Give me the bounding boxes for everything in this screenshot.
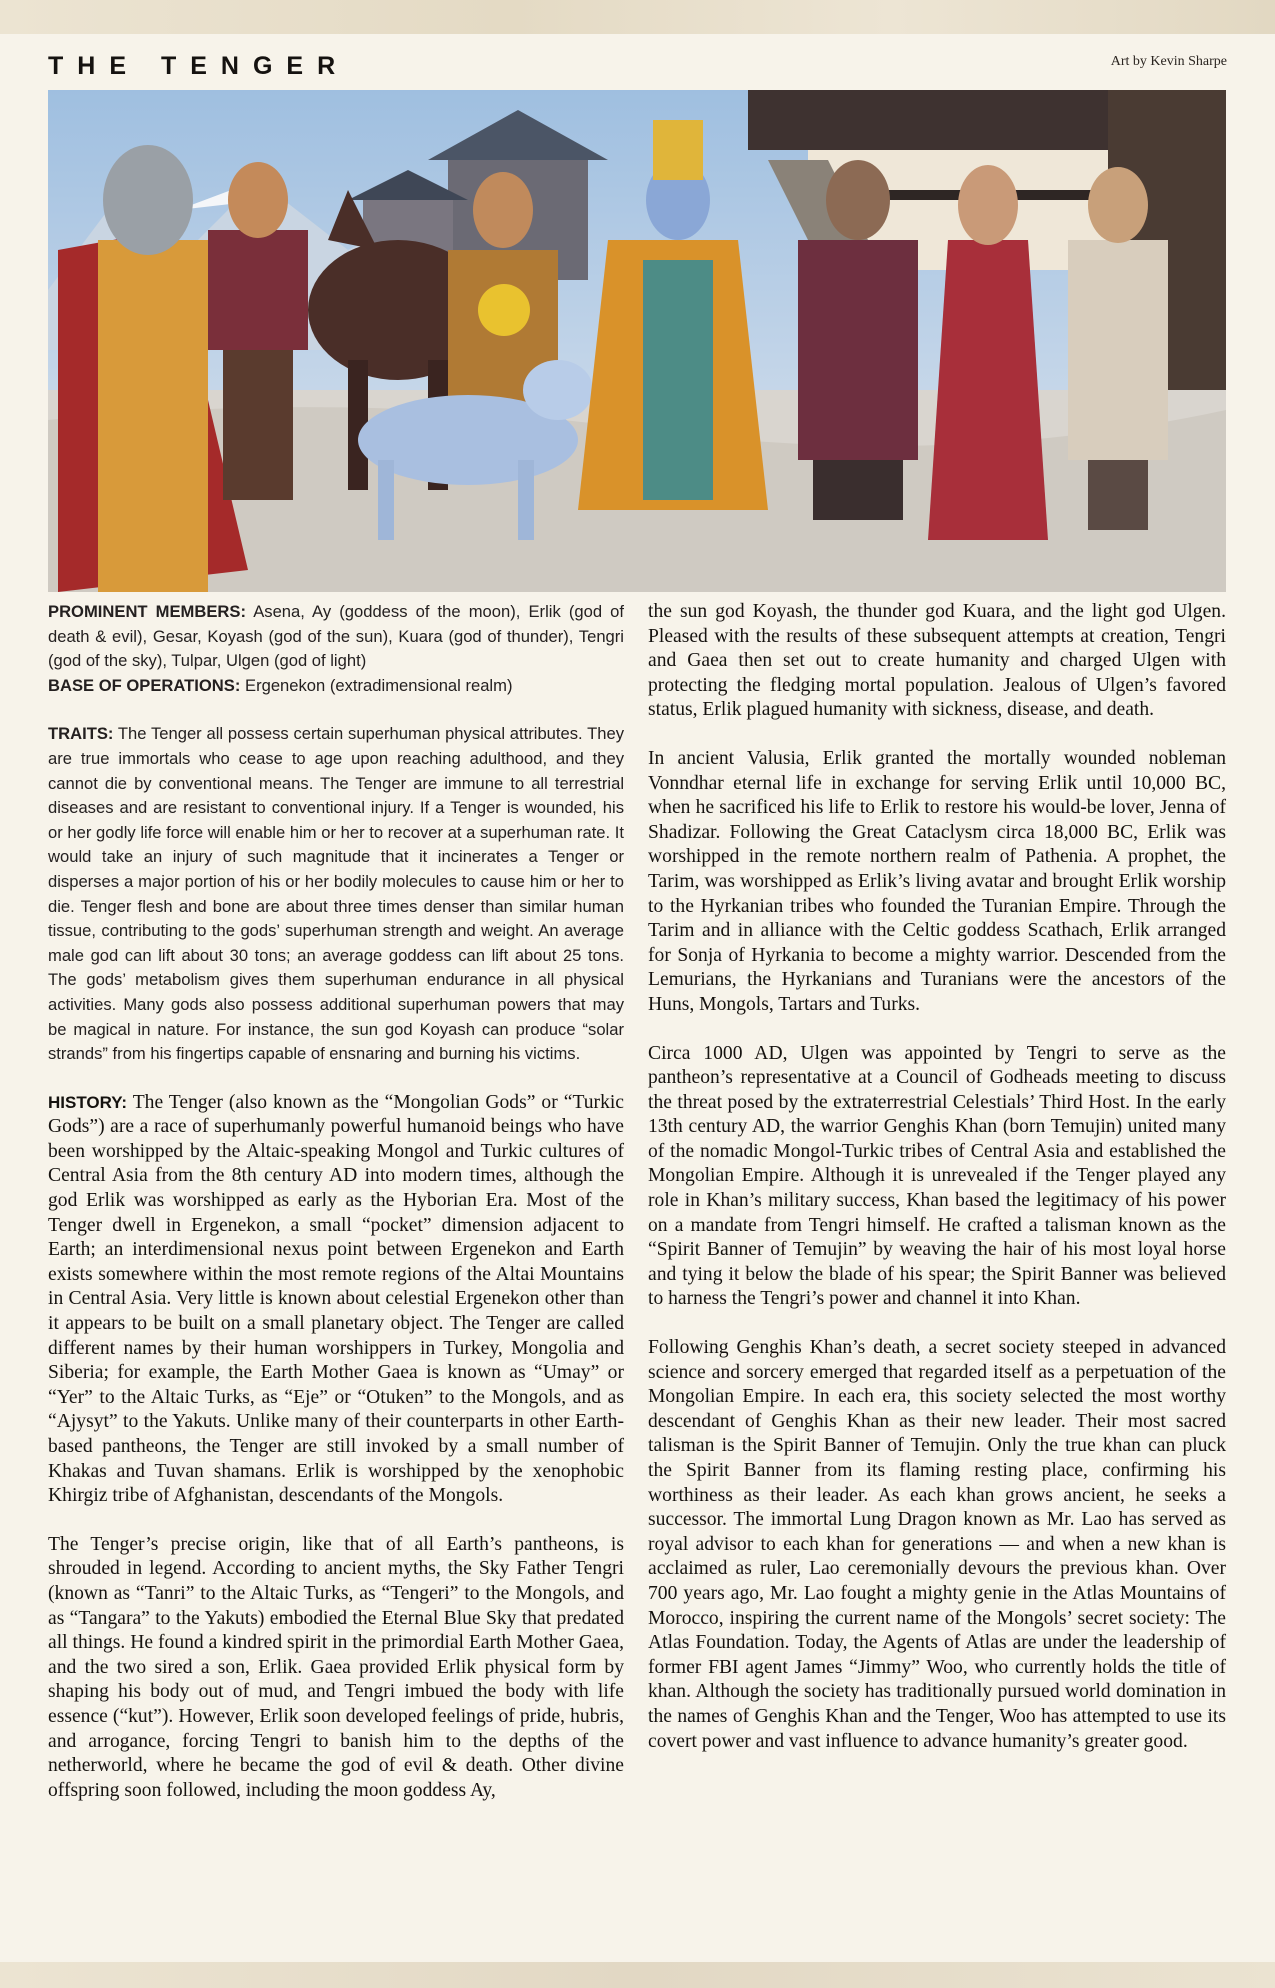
history-text: The Tenger (also known as the “Mongolian Gods” or “Turkic Gods”) are a race of superhumanly powerful humanoid beings who have been worshipped by the Altaic-speaking Mongol and Turkic cultures of Central Asia from the 8th century AD into modern times, although the god Erlik was worshipped as early as the Hyborian Era. Most of the Tenger dwell in Ergenekon, a small “pocket” dimension adjacent to Earth; an interdimensional nexus point between Ergenekon and Earth exists somewhere within the most remote regions of the Altai Mountains in Central Asia. Very little is known about celestial Ergenekon other than it appears to be built on a small planetary object. The Tenger are called different names by their human worshippers in Turkey, Mongolia and Siberia; for example, the Earth Mother Gaea is known as “Umay” or “Yer” to the Altaic Turks, as “Eje” or “Otuken” to the Mongols, and as “Ajysyt” to the Yakuts. Unlike many of their counterparts in other Earth-based pantheons, the Tenger are still invoked by a small number of Khakas and Tuvan shamans. Erlik is worshipped by the xenophobic Khirgiz tribe of Afghanistan, descendants of the Mongols. bbox=[48, 1091, 624, 1507]
right-paragraph-1: the sun god Koyash, the thunder god Kuara, and the light god Ulgen. Pleased with the results of these subsequent attempts at creation, Tengri and Gaea then set out to create humanity and charged Ulgen with protecting the fledging mortal population. Jealous of Ulgen’s favored status, Erlik plagued humanity with sickness, disease, and death. bbox=[648, 601, 1226, 721]
right-paragraph-3: Circa 1000 AD, Ulgen was appointed by Tengri to serve as the pantheon’s representative at a Council of Godheads meeting to discuss the threat posed by the extraterrestrial Celestials’ Third Host. In the early 13th century AD, the warrior Genghis Khan (born Temujin) united many of the nomadic Mongol-Turkic tribes of Central Asia and established the Mongolian Empire. Although it is unrevealed if the Tenger played any role in Khan’s military success, Khan based the legitimacy of his power on a mandate from Tengri himself. He crafted a talisman known as the “Spirit Banner of Temujin” by weaving the hair of his most loyal horse and tying it below the blade of his spear; the Spirit Banner was believed to harness the Tengri’s power and channel it into Khan. bbox=[648, 1042, 1226, 1310]
right-paragraph-2: In ancient Valusia, Erlik granted the mortally wounded nobleman Vonndhar eternal life in exchange for serving Erlik until 10,000 BC, when he sacrificed his life to Erlik to restore his would-be lover, Jenna of Shadizar. Following the Great Cataclysm circa 18,000 BC, Erlik was worshipped in the remote northern realm of Pathenia. A prophet, the Tarim, was worshipped as Erlik’s living avatar and brought Erlik worship to the Hyrkanian tribes who founded the Turanian Empire. Through the Tarim and in alliance with the Celtic goddess Scathach, Erlik arranged for Sonja of Hyrkania to become a mighty warrior. Descended from the Lemurians, the Hyrkanians and Turanians were the ancestors of the Huns, Mongols, Tartars and Turks. bbox=[648, 747, 1226, 1015]
members-label: PROMINENT MEMBERS: bbox=[48, 602, 247, 621]
top-page-edge bbox=[0, 0, 1275, 34]
traits-text: The Tenger all possess certain superhuman physical attributes. They are true immortals who cease to age upon reaching adulthood, and they cannot die by conventional means. The Tenger are immune to all terrestrial diseases and are resistant to conventional injury. If a Tenger is wounded, his or her godly life force will enable him or her to recover at a superhuman rate. It would take an injury of such magnitude that it incinerates a Tenger or disperses a major portion of his or her bodily molecules to cause him or her to die. Tenger flesh and bone are about three times denser than similar human tissue, contributing to the gods’ superhuman strength and weight. An average male god can lift about 30 tons; an average goddess can lift about 25 tons. The gods’ metabolism gives them superhuman endurance in all physical activities. Many gods also possess additional superhuman powers that may be magical in nature. For instance, the sun god Koyash can produce “solar strands” from his fingertips capable of ensnaring and burning his victims. bbox=[48, 724, 624, 1064]
illustration-svg bbox=[48, 90, 1226, 592]
members-text: Asena, Ay (goddess of the moon), Erlik (god of death & evil), Gesar, Koyash (god of the sun), Kuara (god of thunder), Tengri (god of the sky), Tulpar, Ulgen (god of light) bbox=[48, 602, 625, 671]
page-title: THE TENGER bbox=[48, 52, 350, 80]
base-text: Ergenekon (extradimensional realm) bbox=[240, 675, 513, 695]
history-paragraph bbox=[48, 1091, 624, 1509]
base-label: BASE OF OPERATIONS: bbox=[48, 675, 241, 695]
tenger-group-illustration bbox=[48, 90, 1226, 592]
history-label: HISTORY: bbox=[48, 1092, 128, 1112]
members-paragraph bbox=[48, 600, 624, 674]
right-column bbox=[648, 600, 1226, 1754]
origin-paragraph: The Tenger’s precise origin, like that of all Earth’s pantheons, is shrouded in legend. According to ancient myths, the Sky Father Tengri (known as “Tanri” to the Altaic Turks, as “Tengeri” to the Mongols, and as “Tangara” to the Yakuts) embodied the Eternal Blue Sky that predated all things. He found a kindred spirit in the primordial Earth Mother Gaea, and the two sired a son, Erlik. Gaea provided Erlik physical form by shaping his body out of mud, and Tengri imbued the body with life essence (“kut”). However, Erlik soon developed feelings of pride, hubris, and arrogance, forcing Tengri to banish him to the depths of the netherworld, where he became the god of evil & death. Other divine offspring soon followed, including the moon goddess Ay, bbox=[48, 1533, 624, 1801]
right-paragraph-4: Following Genghis Khan’s death, a secret society steeped in advanced science and sorcery emerged that regarded itself as a perpetuation of the Mongolian Empire. In each era, this society selected the most worthy descendant of Genghis Khan as their new leader. Their most sacred talisman is the Spirit Banner of Temujin. Only the true khan can pluck the Spirit Banner from its flaming resting place, confirming his worthiness as their leader. As each khan grows ancient, he seeks a successor. The immortal Lung Dragon known as Mr. Lao has served as royal advisor to each khan for generations — and when a new khan is acclaimed as ruler, Lao ceremonially devours the previous khan. Over 700 years ago, Mr. Lao fought a mighty genie in the Atlas Mountains of Morocco, inspiring the current name of the Mongols’ secret society: The Atlas Foundation. Today, the Agents of Atlas are under the leadership of former FBI agent James “Jimmy” Woo, who currently holds the title of khan. Although the society has traditionally pursued world domination in the names of Genghis Khan and the Tenger, Woo has attempted to use its covert power and vast influence to advance humanity’s greater good. bbox=[648, 1337, 1226, 1752]
traits-paragraph bbox=[48, 722, 624, 1066]
art-credit: Art by Kevin Sharpe bbox=[1110, 54, 1227, 69]
base-paragraph bbox=[48, 674, 624, 699]
sun-emblem bbox=[478, 284, 530, 336]
left-column bbox=[48, 600, 624, 1803]
bottom-page-edge bbox=[0, 1962, 1275, 1988]
traits-label: TRAITS: bbox=[48, 724, 114, 744]
